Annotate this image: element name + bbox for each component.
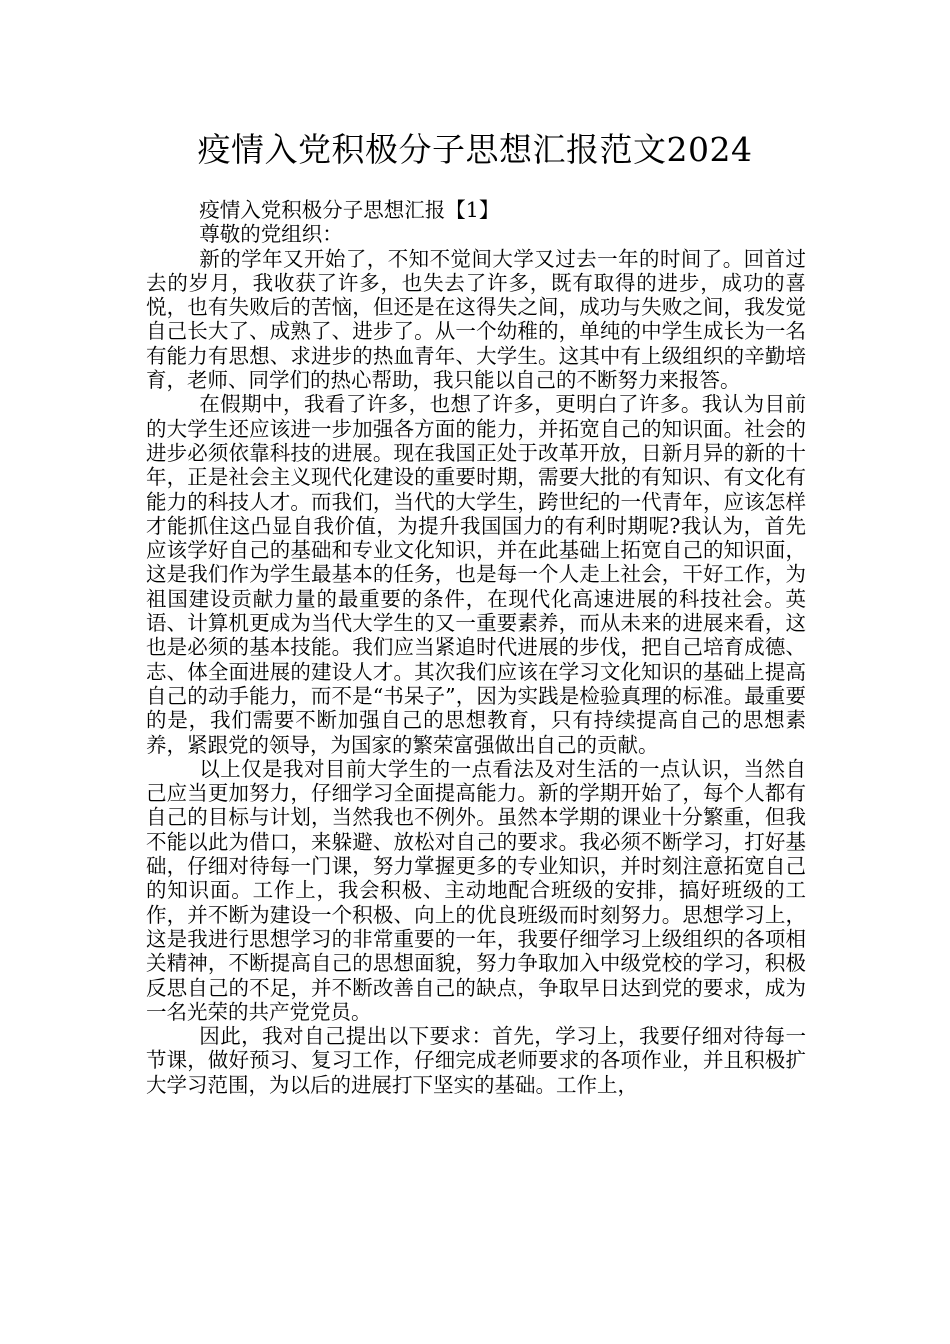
paragraph-4: 因此，我对自己提出以下要求：首先，学习上，我要仔细对待每一节课，做好预习、复习工作，仔细完成老师要求的各项作业，并且积极扩大学习范围，为以后的进展打下坚实的基础。工作上，	[146, 1024, 806, 1097]
document-title: 疫情入党积极分子思想汇报范文2024	[197, 130, 753, 169]
paragraph-1: 新的学年又开始了，不知不觉间大学又过去一年的时间了。回首过去的岁月，我收获了许多，也失去了许多，既有取得的进步，成功的喜悦，也有失败后的苦恼，但还是在这得失之间，成功与失败之间，我发觉自己长大了、成熟了、进步了。从一个幼稚的，单纯的中学生成长为一名有能力有思想、求进步的热血青年、大学生。这其中有上级组织的辛勤培育，老师、同学们的热心帮助，我只能以自己的不断努力来报答。	[146, 246, 806, 393]
salutation: 尊敬的党组织：	[199, 222, 343, 247]
paragraph-3: 以上仅是我对目前大学生的一点看法及对生活的一点认识，当然自己应当更加努力，仔细学习全面提高能力。新的学期开始了，每个人都有自己的目标与计划，当然我也不例外。虽然本学期的课业十分繁重，但我不能以此为借口，来躲避、放松对自己的要求。我必须不断学习，打好基础，仔细对待每一门课，努力掌握更多的专业知识，并时刻注意拓宽自己的知识面。工作上，我会积极、主动地配合班级的安排，搞好班级的工作，并不断为建设一个积极、向上的优良班级而时刻努力。思想学习上，这是我进行思想学习的非常重要的一年，我要仔细学习上级组织的各项相关精神，不断提高自己的思想面貌，努力争取加入中级党校的学习，积极反思自己的不足，并不断改善自己的缺点，争取早日达到党的要求，成为一名光荣的共产党党员。	[146, 756, 806, 1024]
document-body	[146, 198, 806, 1097]
paragraph-2: 在假期中，我看了许多，也想了许多，更明白了许多。我认为目前的大学生还应该进一步加强各方面的能力，并拓宽自己的知识面。社会的进步必须依靠科技的进展。现在我国正处于改革开放，日新月异的新的十年，正是社会主义现代化建设的重要时期，需要大批的有知识、有文化有能力的科技人才。而我们，当代的大学生，跨世纪的一代青年，应该怎样才能抓住这凸显自我价值，为提升我国国力的有利时期呢?我认为，首先应该学好自己的基础和专业文化知识，并在此基础上拓宽自己的知识面，这是我们作为学生最基本的任务，也是每一个人走上社会，干好工作，为祖国建设贡献力量的最重要的条件，在现代化高速进展的科技社会。英语、计算机更成为当代大学生的又一重要素养，而从未来的进展来看，这也是必须的基本技能。我们应当紧追时代进展的步伐，把自己培育成德、志、体全面进展的建设人才。其次我们应该在学习文化知识的基础上提高自己的动手能力，而不是“书呆子”，因为实践是检验真理的标准。最重要的是，我们需要不断加强自己的思想教育，只有持续提高自己的思想素养，紧跟党的领导，为国家的繁荣富强做出自己的贡献。	[146, 392, 806, 757]
section-subtitle: 疫情入党积极分子思想汇报【1】	[199, 198, 500, 222]
